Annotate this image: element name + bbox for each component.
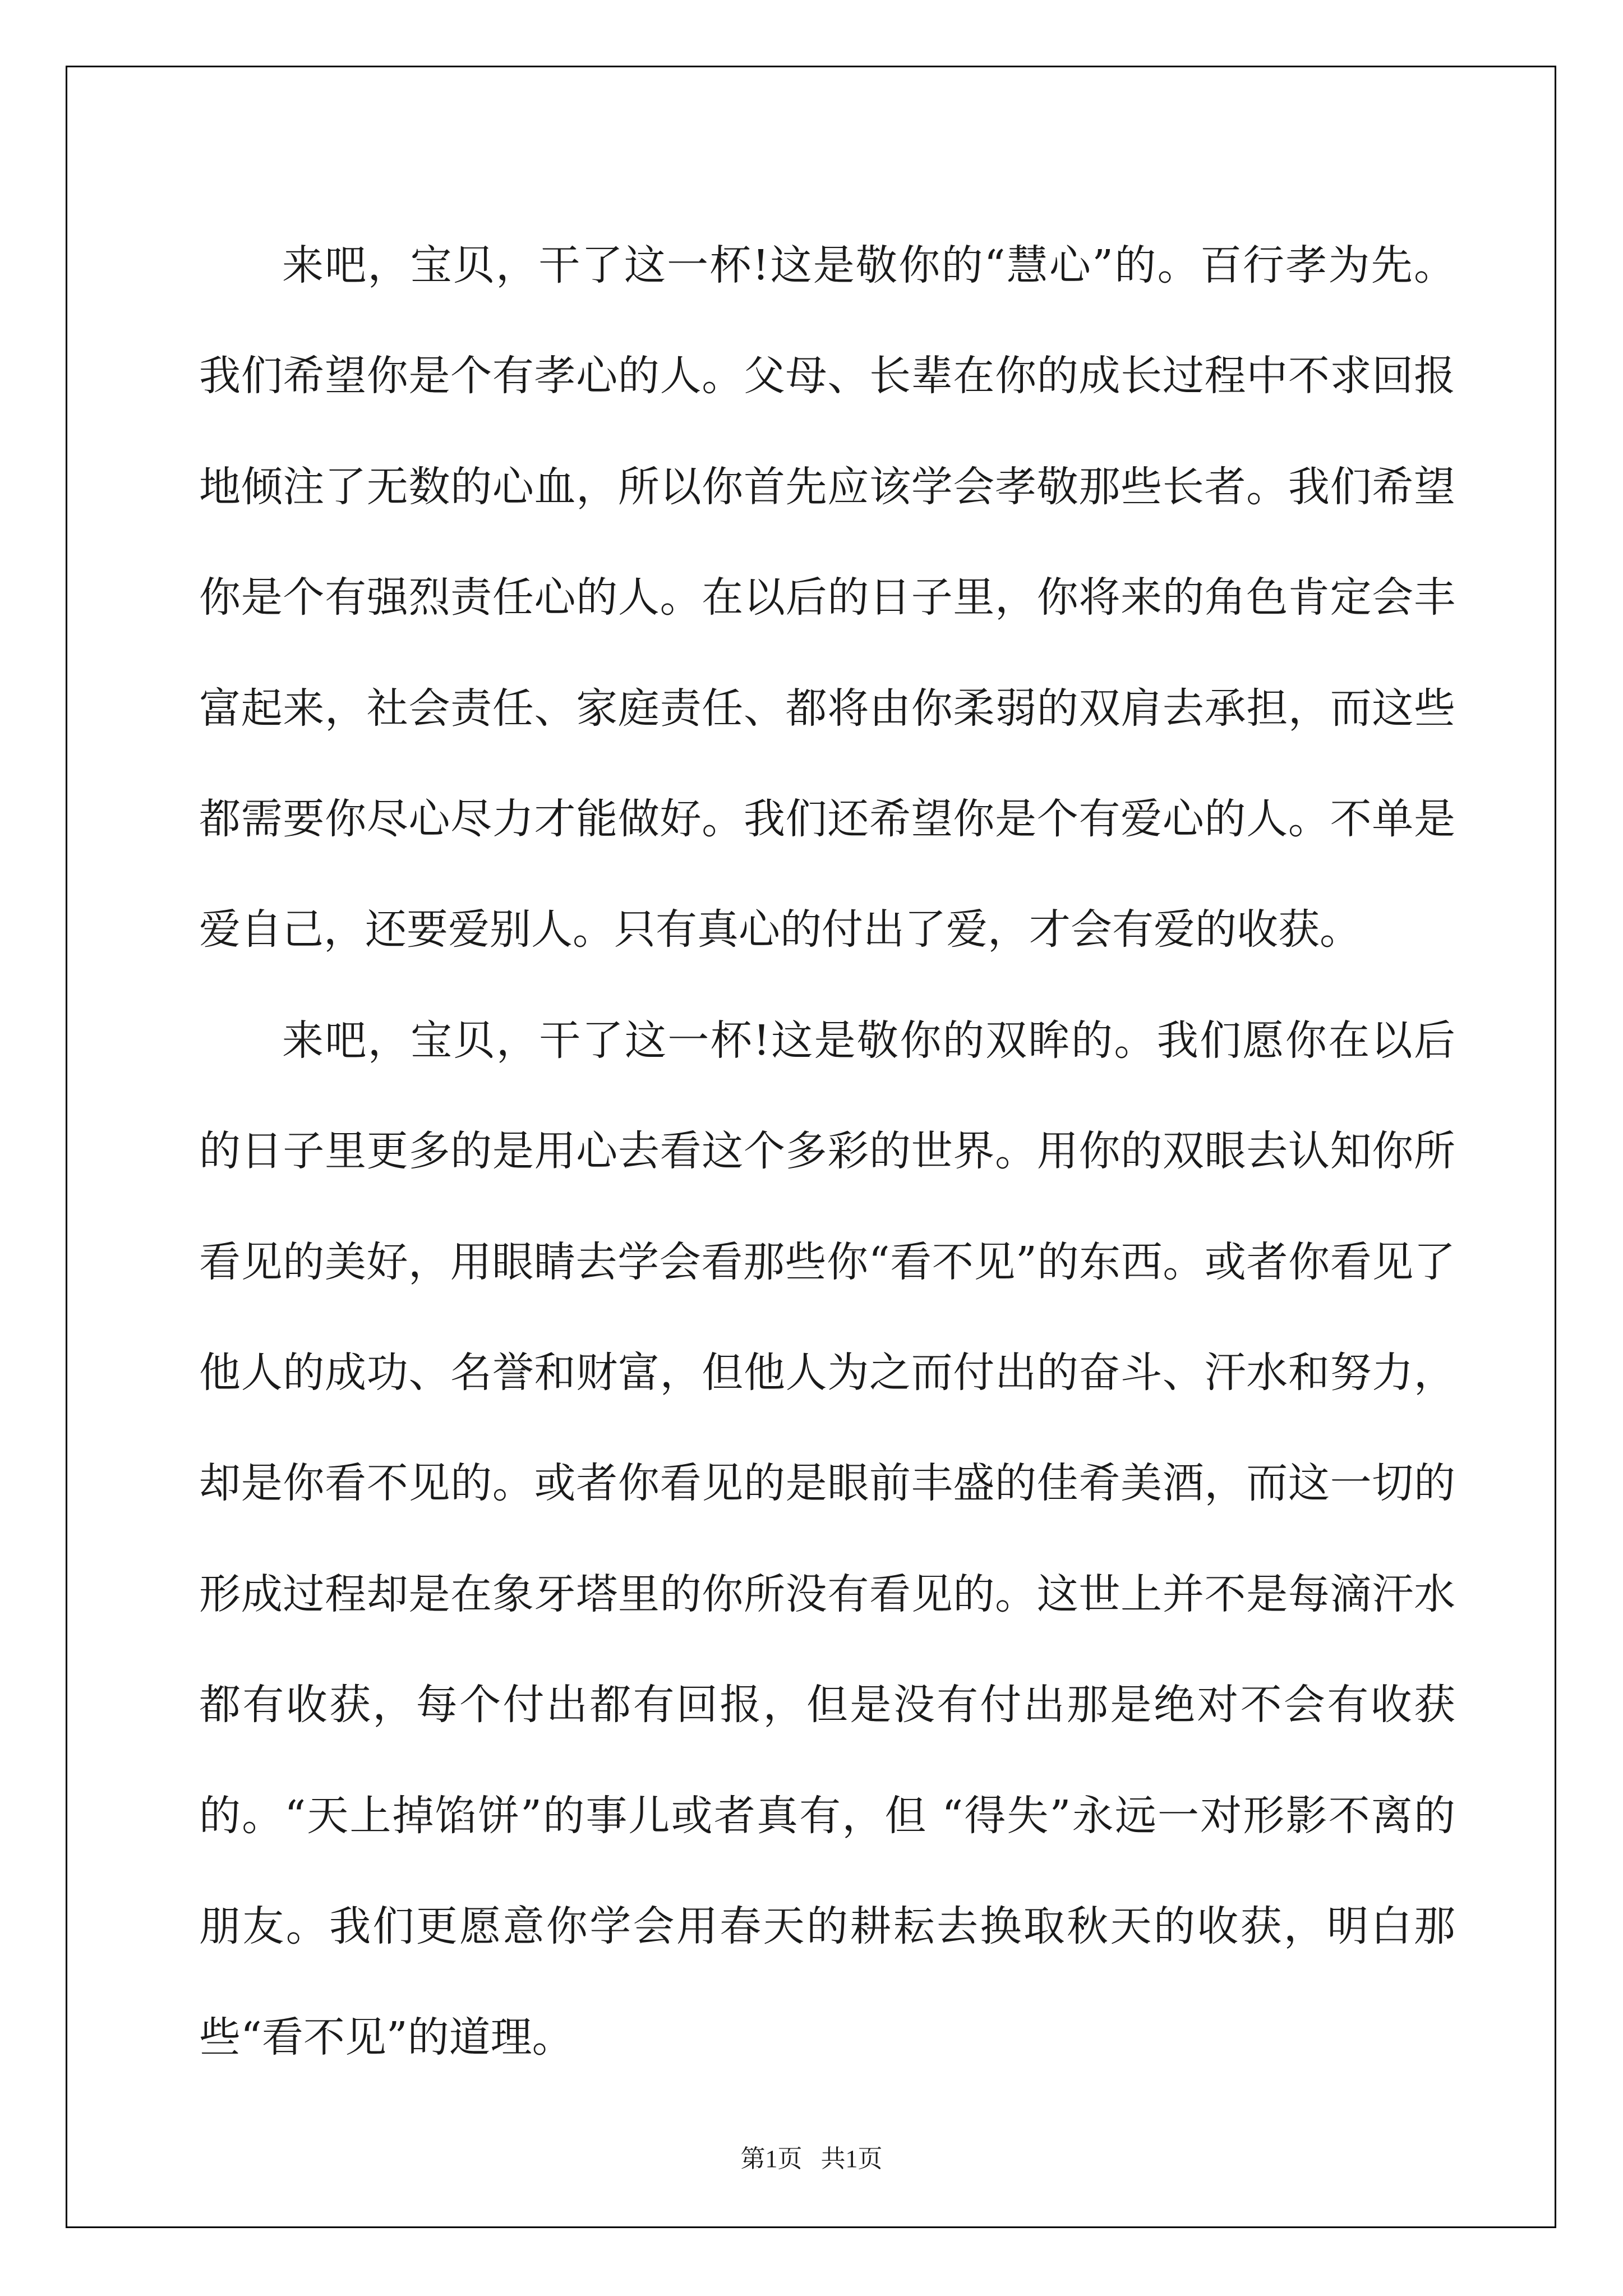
paragraph-2: 来吧，宝贝，干了这一杯!这是敬你的双眸的。我们愿你在以后的日子里更多的是用心去看这个多彩的世界。用你的双眼去认知你所看见的美好，用眼睛去学会看那些你“看不见”的东西。或者你看见了他人的成功、名誉和财富，但他人为之而付出的奋斗、汗水和努力，却是你看不见的。或者你看见的是眼前丰盛的佳肴美酒，而这一切的形成过程却是在象牙塔里的你所没有看见的。这世上并不是每滴汗水都有收获，每个付出都有回报，但是没有付出那是绝对不会有收获的。“天上掉馅饼”的事儿或者真有，但 “得失”永远一对形影不离的朋友。我们更愿意你学会用春天的耕耘去换取秋天的收获，明白那些“看不见”的道理。 <box>199 1016 1455 2062</box>
paragraph-1: 来吧，宝贝，干了这一杯!这是敬你的“慧心”的。百行孝为先。我们希望你是个有孝心的人。父母、长辈在你的成长过程中不求回报地倾注了无数的心血，所以你首先应该学会孝敬那些长者。我们希望你是个有强烈责任心的人。在以后的日子里，你将来的角色肯定会丰富起来，社会责任、家庭责任、都将由你柔弱的双肩去承担，而这些都需要你尽心尽力才能做好。我们还希望你是个有爱心的人。不单是爱自己，还要爱别人。只有真心的付出了爱，才会有爱的收获。 <box>199 241 1455 954</box>
document-body <box>199 210 1455 2093</box>
page-footer: 第1页 共1页 <box>740 2145 883 2173</box>
